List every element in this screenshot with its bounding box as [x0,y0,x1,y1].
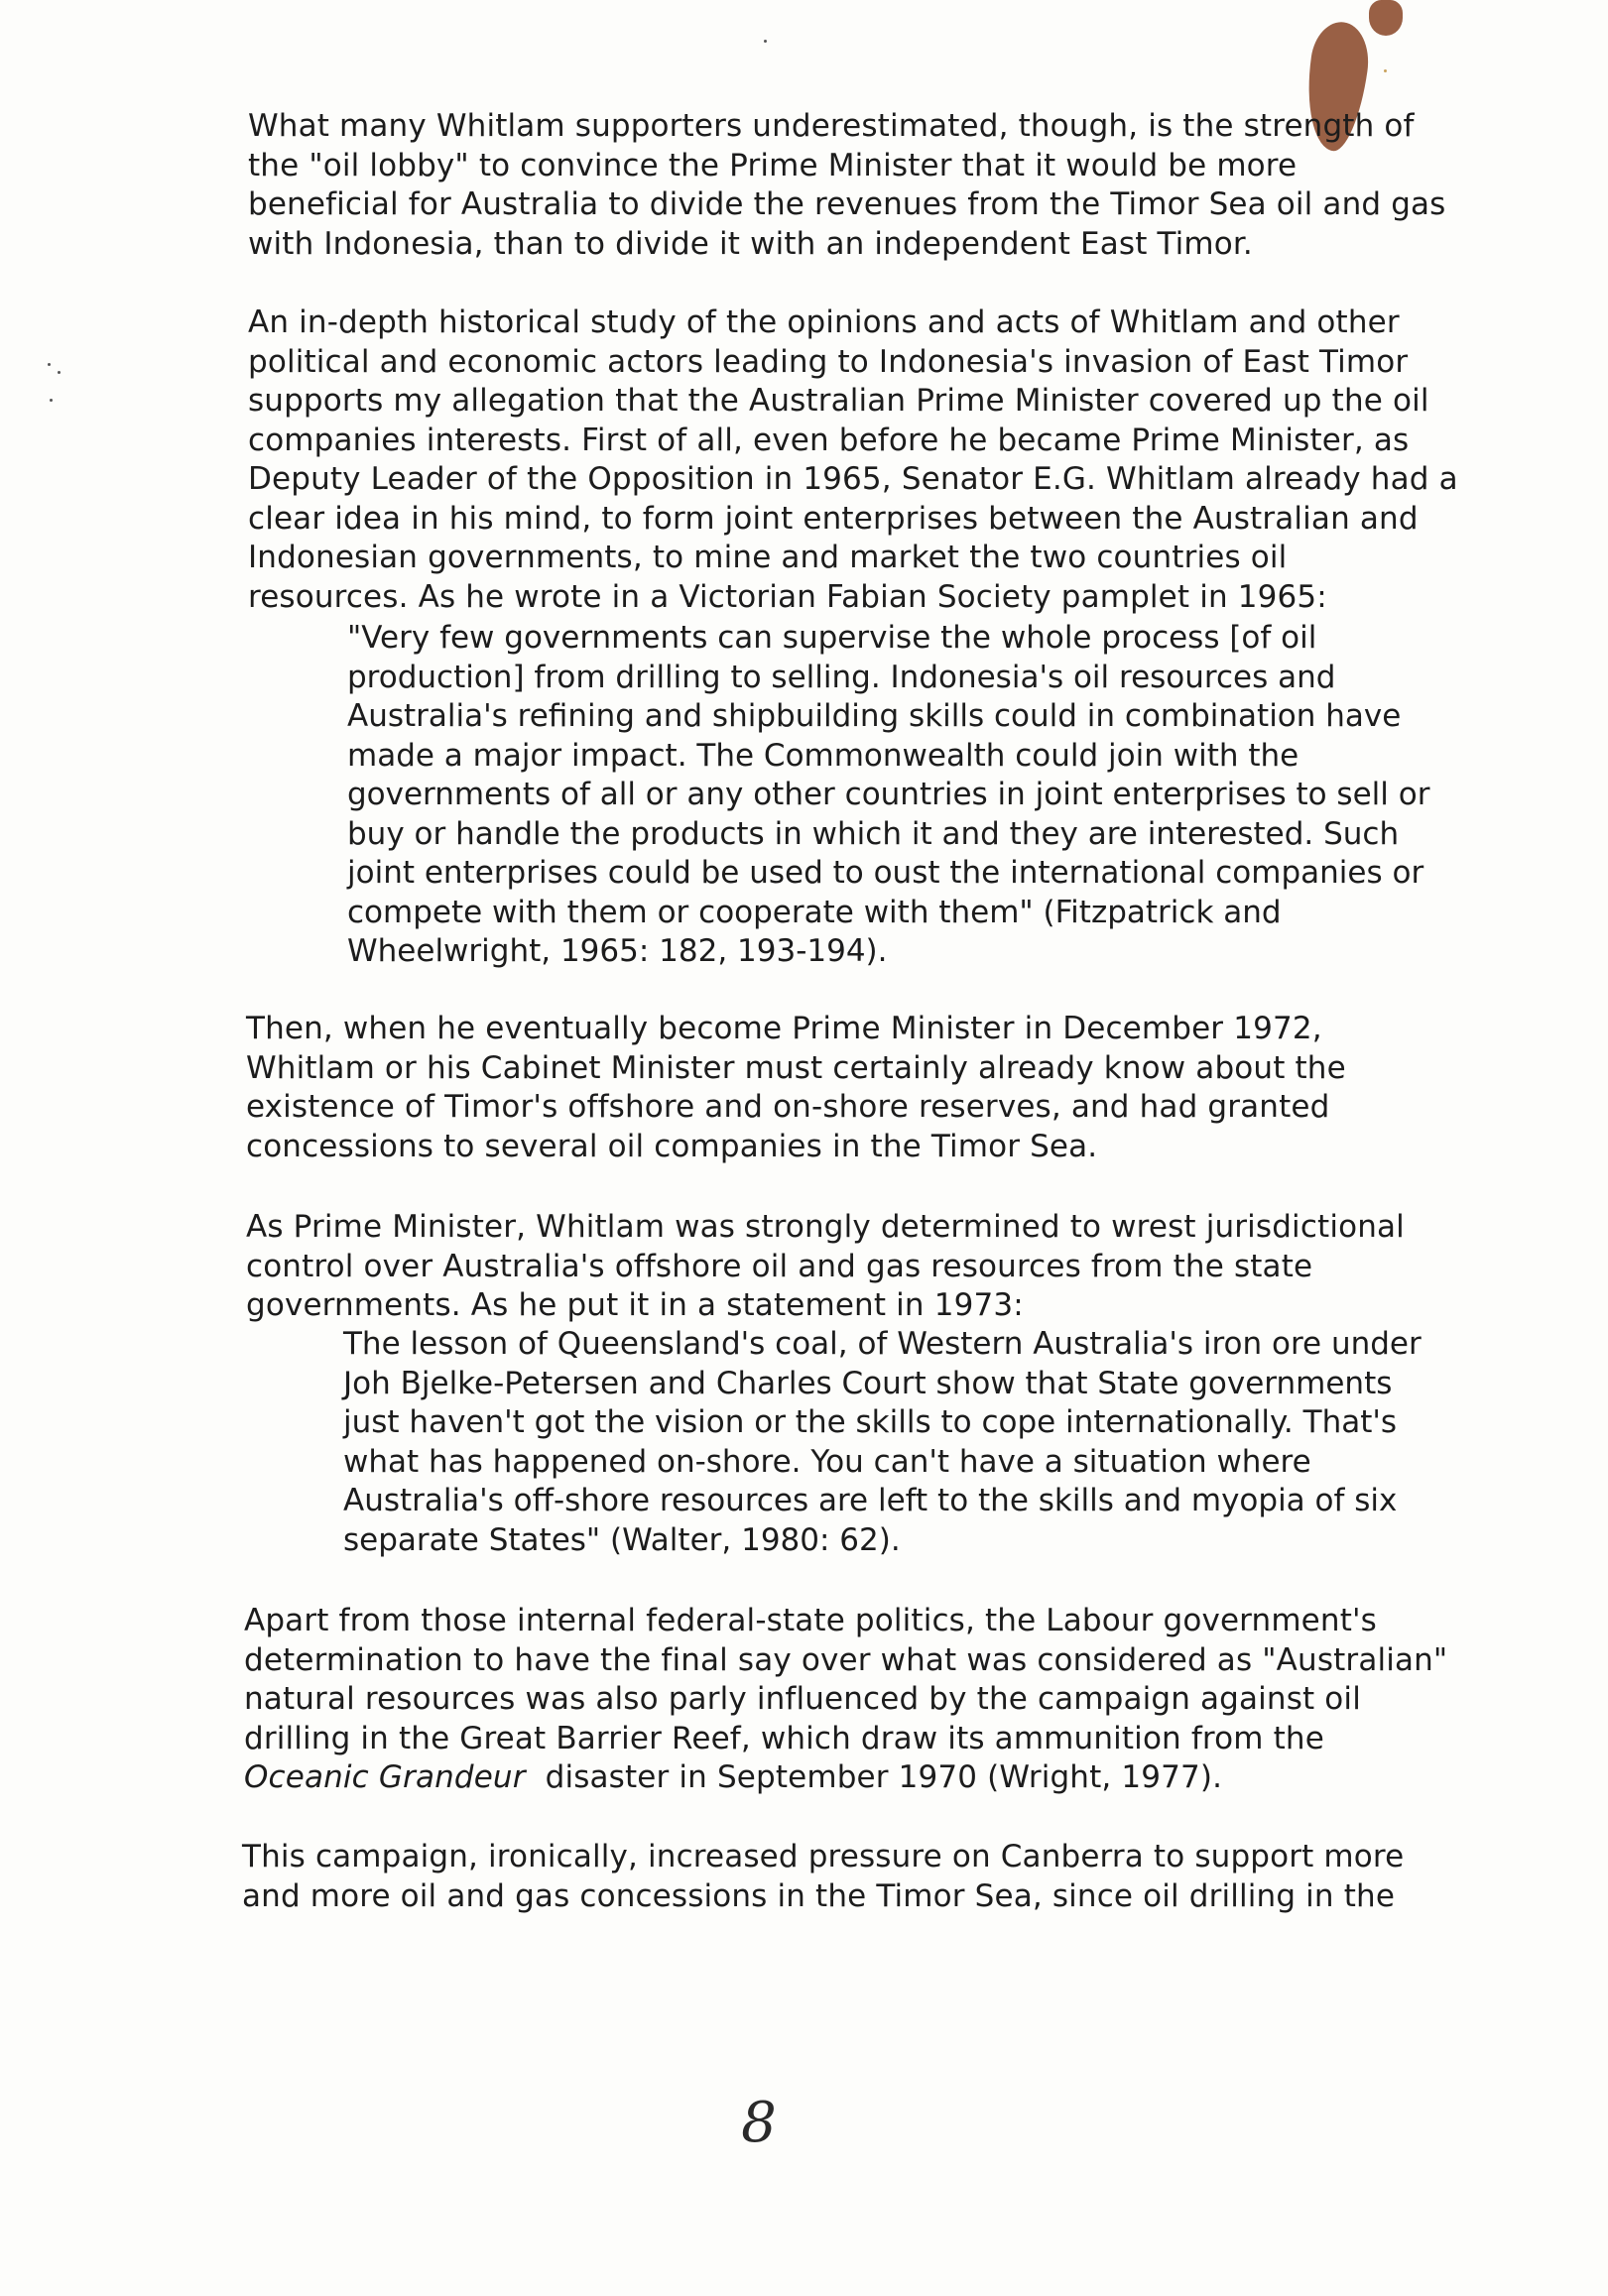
block-quote-1 [347,619,1488,972]
text-line: As Prime Minister, Whitlam was strongly determined to wrest jurisdictional [246,1209,1405,1245]
quote-line: "Very few governments can supervise the whole process [of oil [347,620,1317,656]
text-line-with-italic [244,1758,1444,1798]
block-quote-2 [343,1325,1484,1560]
text-line: Whitlam or his Cabinet Minister must certainly already know about the [246,1049,1346,1086]
coffee-stain-small [1369,0,1403,36]
quote-line: separate States" (Walter, 1980: 62). [343,1521,901,1558]
speck-1 [764,40,767,43]
text-line: determination to have the final say over what was considered as "Australian" [244,1641,1448,1678]
paragraph-4 [246,1208,1446,1326]
text-line: natural resources was also parly influenced by the campaign against oil [244,1681,1361,1717]
text-line: beneficial for Australia to divide the revenues from the Timor Sea oil and gas [248,186,1446,222]
quote-line: what has happened on-shore. You can't have a situation where [343,1443,1311,1480]
speck-5 [1384,69,1387,72]
text-line: with Indonesia, than to divide it with an independent East Timor. [248,225,1253,262]
quote-line: made a major impact. The Commonwealth could join with the [347,737,1299,774]
quote-line: compete with them or cooperate with them" (Fitzpatrick and [347,894,1282,930]
text-line: clear idea in his mind, to form joint enterprises between the Australian and [248,500,1419,537]
text-line: drilling in the Great Barrier Reef, which draw its ammunition from the [244,1720,1324,1756]
page-number: 8 [741,2091,777,2155]
quote-line: just haven't got the vision or the skills to cope internationally. That's [343,1404,1398,1440]
text-line: Then, when he eventually become Prime Minister in December 1972, [246,1011,1322,1046]
text-line: supports my allegation that the Australian Prime Minister covered up the oil [248,383,1429,419]
quote-line: The lesson of Queensland's coal, of Western Australia's iron ore under [343,1326,1422,1362]
quote-line: Wheelwright, 1965: 182, 193-194). [347,933,888,969]
text-line: What many Whitlam supporters underestimated, though, is the strength of [248,108,1415,144]
quote-line: Australia's off-shore resources are left to the skills and myopia of six [343,1483,1398,1518]
speck-2 [48,363,51,366]
quote-line: production] from drilling to selling. Indonesia's oil resources and [347,659,1336,695]
text-line: Apart from those internal federal-state politics, the Labour government's [244,1603,1377,1638]
text-line: the "oil lobby" to convince the Prime Minister that it would be more [248,147,1298,183]
speck-3 [58,371,61,374]
text-line: Deputy Leader of the Opposition in 1965, Senator E.G. Whitlam already had a [248,461,1458,497]
text-line: governments. As he put it in a statement in 1973: [246,1287,1024,1323]
text-line: existence of Timor's offshore and on-shore reserves, and had granted [246,1089,1330,1125]
text-line: concessions to several oil companies in the Timor Sea. [246,1128,1098,1164]
text-line: control over Australia's offshore oil and gas resources from the state [246,1248,1313,1284]
text-line: companies interests. First of all, even before he became Prime Minister, as [248,422,1410,458]
text-line: Indonesian governments, to mine and market the two countries oil [248,540,1288,575]
quote-line: joint enterprises could be used to oust the international companies or [347,855,1424,891]
text-fragment: disaster in September 1970 (Wright, 1977). [525,1759,1223,1795]
paragraph-5 [244,1602,1448,1798]
text-line: resources. As he wrote in a Victorian Fabian Society pamplet in 1965: [248,578,1327,615]
paragraph-2 [248,303,1458,617]
text-line: political and economic actors leading to Indonesia's invasion of East Timor [248,343,1409,380]
quote-line: buy or handle the products in which it and they are interested. Such [347,815,1400,852]
quote-line: Australia's refining and shipbuilding skills could in combination have [347,698,1402,734]
paragraph-6 [242,1838,1442,1916]
paragraph-1 [248,107,1448,264]
vessel-name: Oceanic Grandeur [244,1759,526,1795]
paragraph-3 [246,1010,1446,1166]
speck-4 [50,399,53,402]
text-line: This campaign, ironically, increased pressure on Canberra to support more [242,1839,1405,1874]
quote-line: governments of all or any other countries in joint enterprises to sell or [347,777,1430,812]
text-line: and more oil and gas concessions in the Timor Sea, since oil drilling in the [242,1877,1396,1914]
quote-line: Joh Bjelke-Petersen and Charles Court show that State governments [343,1365,1393,1401]
text-line: An in-depth historical study of the opinions and acts of Whitlam and other [248,304,1400,340]
